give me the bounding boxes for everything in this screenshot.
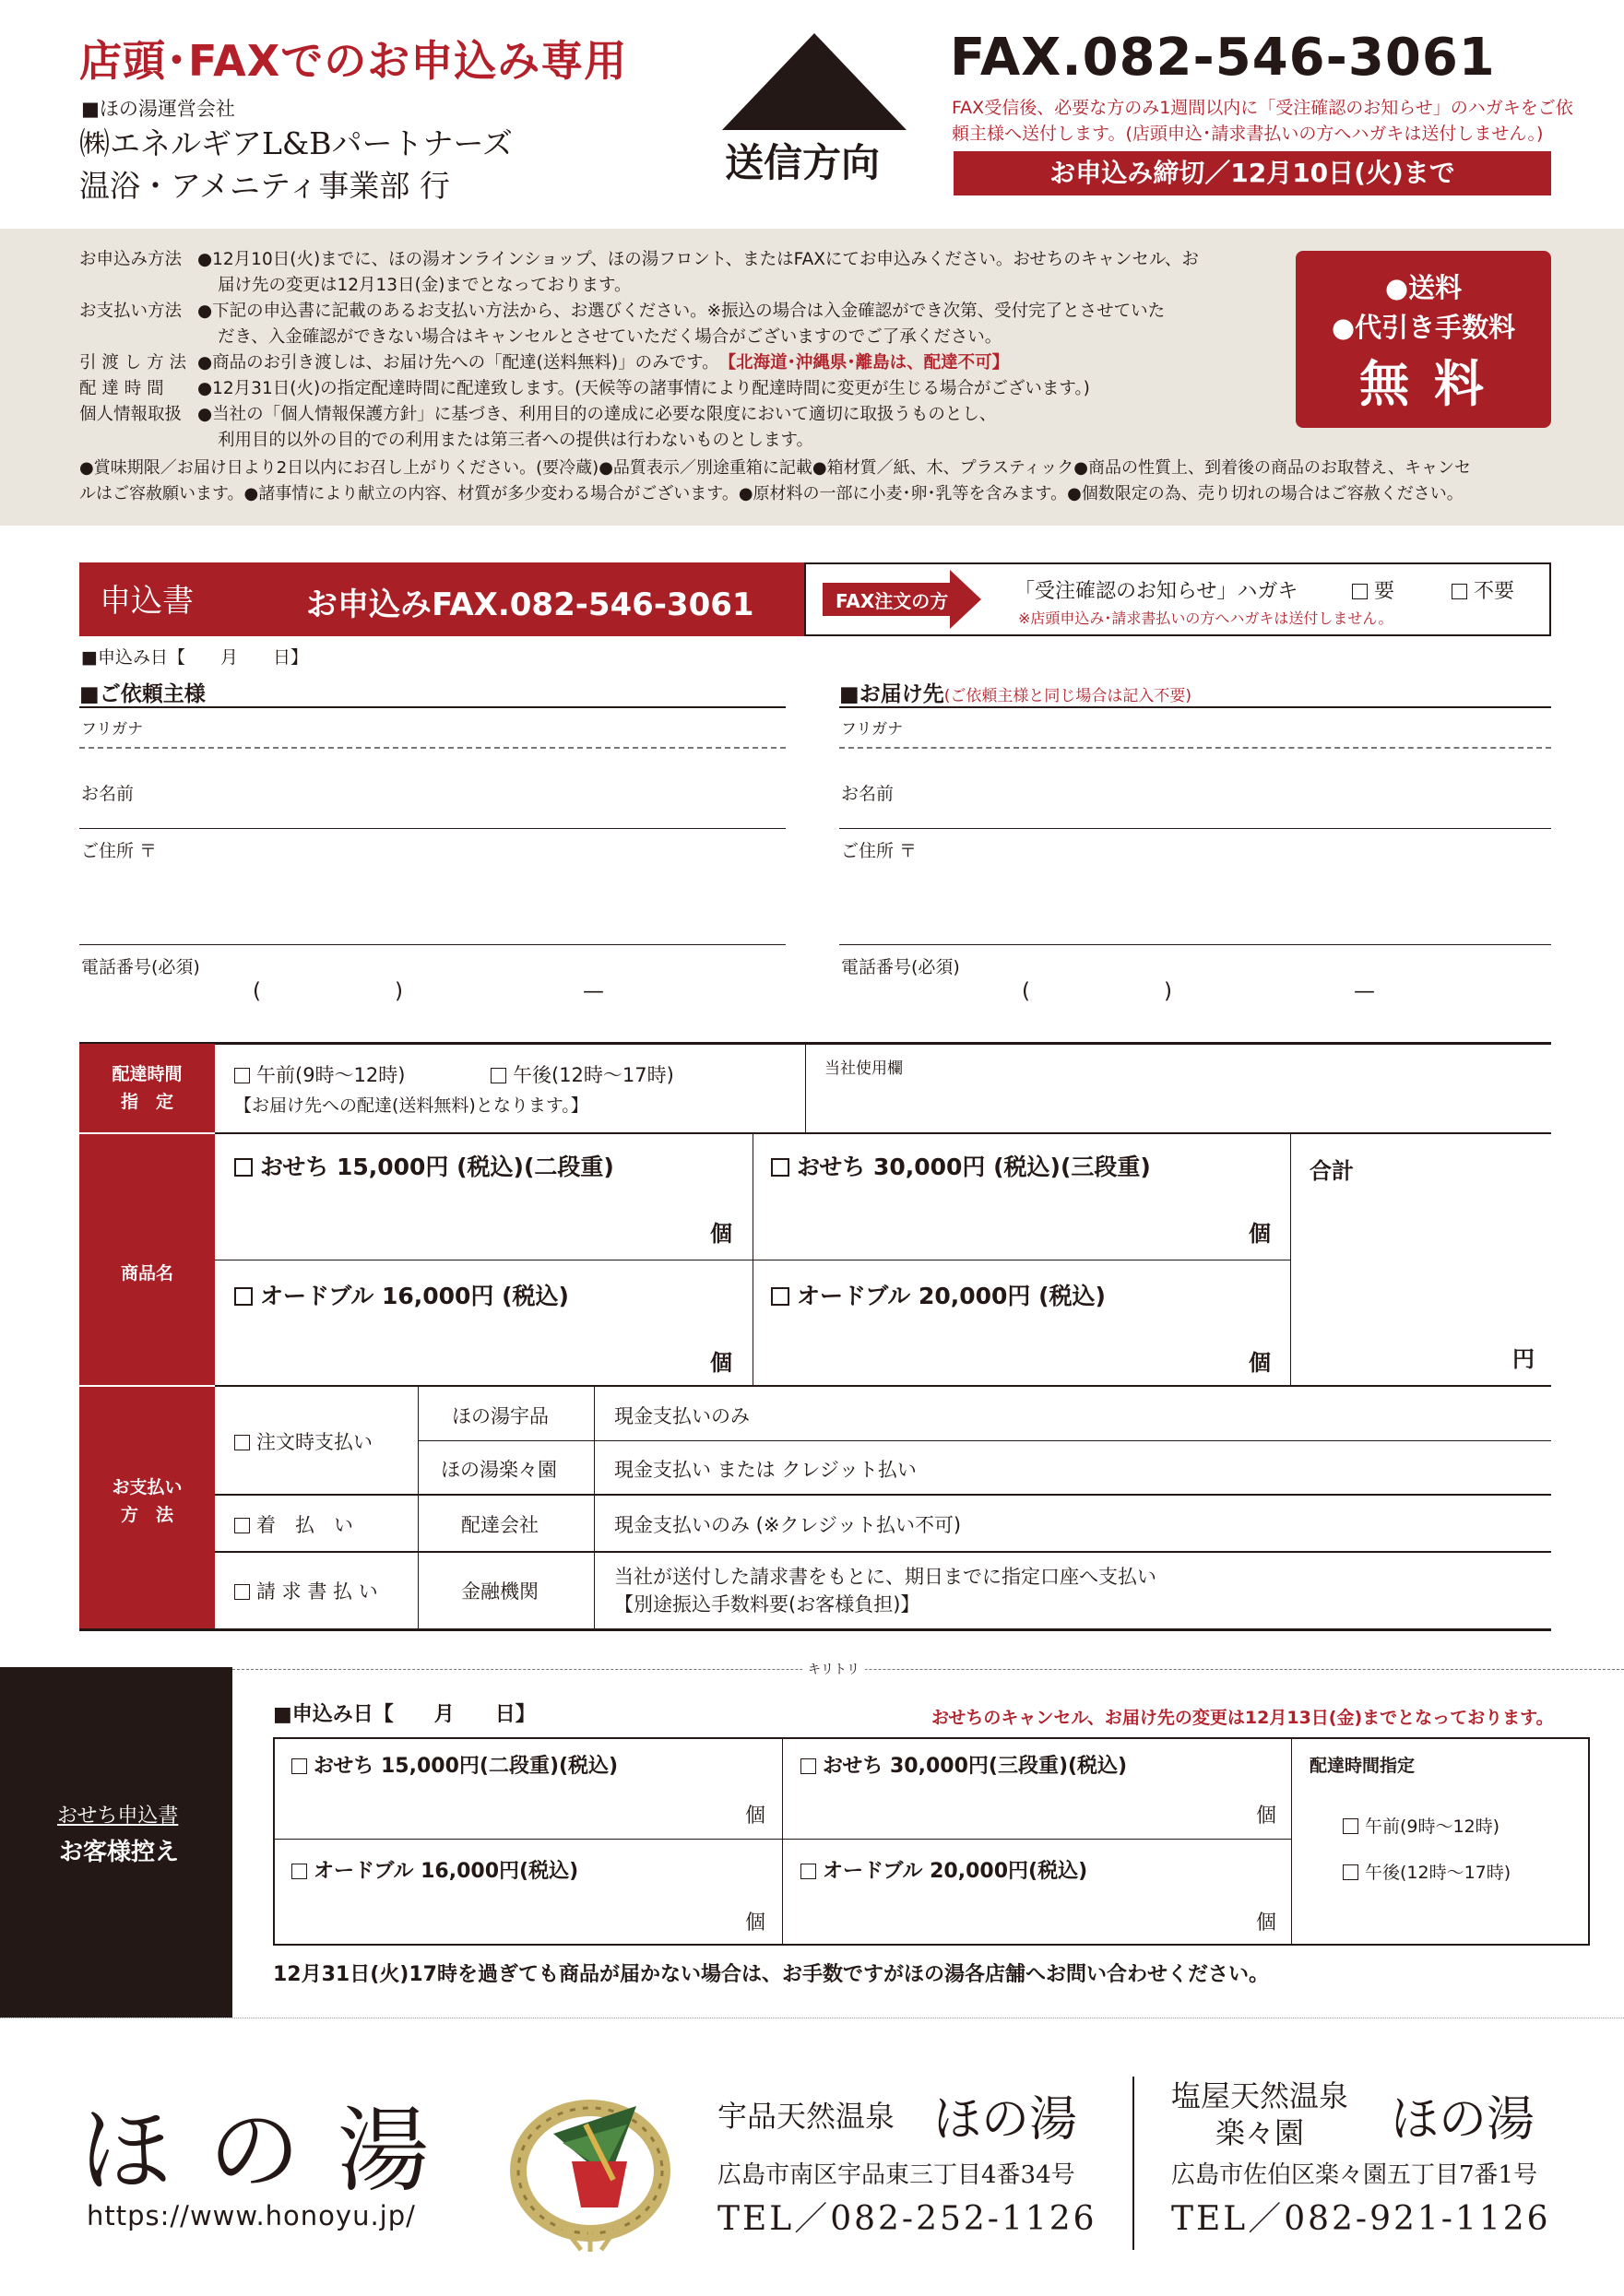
store1-area: 宇品天然温泉 <box>717 2099 895 2134</box>
cut-label: キリトリ <box>802 1660 865 1678</box>
deadline-banner: お申込み締切／12月10日(火)まで <box>954 151 1551 195</box>
checkbox[interactable] <box>291 1864 307 1879</box>
pay-invoice-checkbox[interactable] <box>234 1577 378 1604</box>
requester-furigana-label: フリガナ <box>81 720 144 739</box>
product-label: 商品名 <box>120 1263 173 1284</box>
pay-label: 注文時支払い <box>256 1431 373 1453</box>
postcard-note: ※店頭申込み･請求書払いの方へハガキは送付しません。 <box>1018 610 1393 627</box>
recipient-address-label: ご住所 〒 <box>841 841 918 861</box>
product-unit[interactable]: 個 <box>1249 1350 1271 1376</box>
recipient-phone-open: ( <box>1022 979 1030 1003</box>
info-label: お支払い方法 <box>79 302 183 321</box>
product-name: オードブル 20,000円(税込) <box>823 1860 1088 1883</box>
store1-name: ほの湯 <box>933 2092 1078 2148</box>
checkbox[interactable] <box>771 1287 789 1306</box>
method-3: 現金支払いのみ (※クレジット払い不可) <box>614 1514 962 1536</box>
info-text: ●商品のお引き渡しは、お届け先への「配達(送料無料)」のみです。 <box>197 353 719 373</box>
stub-label-1: おせち申込書 <box>57 1805 179 1828</box>
form-title-bar <box>79 562 804 636</box>
info-text: 利用目的以外の目的での利用または第三者への提供は行わないものとします。 <box>218 431 814 450</box>
product-name: オードブル 16,000円(税込) <box>314 1860 579 1883</box>
method-1: 現金支払いのみ <box>614 1405 750 1427</box>
divider <box>215 1494 1551 1496</box>
free-line-1: ●送料 <box>1384 272 1463 303</box>
free-badge <box>1296 251 1551 428</box>
pay-label: 着 払 い <box>256 1514 353 1536</box>
info-label <box>79 428 218 454</box>
stub-cancel-note: おせちのキャンセル、お届け先の変更は12月13日(金)までとなっております。 <box>931 1708 1554 1728</box>
checkbox[interactable] <box>1352 584 1368 599</box>
divider <box>215 1551 1551 1553</box>
fax-order-label: FAX注文の方 <box>836 590 949 612</box>
site-url[interactable]: https://www.honoyu.jp/ <box>87 2200 416 2231</box>
divider <box>215 1132 1551 1134</box>
recipient-phone-label: 電話番号(必須) <box>841 957 960 977</box>
logo: ほ の 湯 <box>79 2097 433 2205</box>
requester-heading: ■ご依頼主様 <box>79 682 206 706</box>
pm-label: 午後(12時～17時) <box>1365 1863 1511 1883</box>
recipient-title: ■お届け先 <box>839 682 944 706</box>
checkbox[interactable] <box>234 1287 253 1306</box>
requester-phone-label: 電話番号(必須) <box>81 957 200 977</box>
recipient-phone-dash[interactable]: — <box>1354 979 1375 1003</box>
info-list <box>79 247 1471 507</box>
fax-note-1: FAX受信後、必要な方のみ1週間以内に「受注確認のお知らせ」のハガキをご依 <box>952 98 1573 118</box>
recipient-heading <box>839 677 1191 707</box>
checkbox[interactable] <box>1452 584 1467 599</box>
checkbox[interactable] <box>800 1864 816 1879</box>
divider <box>1291 1737 1292 1946</box>
divider <box>79 706 786 708</box>
divider <box>594 1387 595 1628</box>
requester-address-label: ご住所 〒 <box>81 841 158 861</box>
department: 温浴・アメニティ事業部 行 <box>79 168 450 204</box>
recipient-furigana-field[interactable] <box>839 747 1551 749</box>
checkbox[interactable] <box>1343 1864 1358 1880</box>
shimenawa-decoration-icon <box>498 2069 682 2254</box>
product-name: おせち 30,000円 (税込)(三段重) <box>797 1154 1151 1180</box>
company-name: ㈱エネルギアL&Bパートナーズ <box>79 125 513 161</box>
product-name: おせち 15,000円 (税込)(二段重) <box>260 1154 614 1180</box>
stub-unit[interactable]: 個 <box>1256 1805 1277 1828</box>
checkbox[interactable] <box>234 1068 250 1083</box>
requester-furigana-field[interactable] <box>79 747 786 749</box>
checkbox[interactable] <box>234 1584 250 1600</box>
pay-cod-checkbox[interactable] <box>234 1510 353 1538</box>
notes-line-2: ルはご容赦願います。●諸事情により献立の内容、材質が多少変わる場合がございます。●原材料の一部に小麦･卵･乳等を含みます。●個数限定の為、売り切れの場合はご容赦ください。 <box>79 484 1464 503</box>
store2-address: 広島市佐伯区楽々園五丁目7番1号 <box>1171 2161 1538 2189</box>
recipient-phone-close: ) <box>1164 979 1172 1003</box>
method-4a: 当社が送付した請求書をもとに、期日までに指定口座へ支払い <box>614 1566 1156 1588</box>
send-direction: 送信方向 <box>725 140 881 185</box>
info-text: ●12月10日(火)までに、ほの湯オンラインショップ、ほの湯フロント、またはFAXにてお申込みください。おせちのキャンセル、お <box>197 250 1199 269</box>
time-label-1: 配達時間 <box>112 1064 183 1084</box>
delivery-warning: 【北海道･沖縄県･離島は、配達不可】 <box>718 353 1010 373</box>
notes-line-1: ●賞味期限／お届け日より2日以内にお召し上がりください。(要冷蔵)●品質表示／別途重箱に記載●箱材質／紙、木、プラスティック●商品の性質上、到着後の商品のお取替え、キャンセ <box>79 458 1472 478</box>
store2-area-2: 楽々園 <box>1215 2115 1305 2150</box>
fax-note-2: 頼主様へ送付します。(店頭申込･請求書払いの方へハガキは送付しません。) <box>952 124 1544 144</box>
stub-label-2: お客様控え <box>59 1839 180 1866</box>
divider <box>215 1385 1551 1387</box>
product-hors-16000[interactable] <box>234 1278 569 1311</box>
stub-time-label: 配達時間指定 <box>1310 1756 1416 1776</box>
requester-phone-close: ) <box>395 979 403 1003</box>
divider <box>782 1737 783 1946</box>
method-2: 現金支払い または クレジット払い <box>614 1459 917 1481</box>
requester-phone-open: ( <box>253 979 261 1003</box>
stub-am-checkbox[interactable] <box>1343 1813 1500 1838</box>
form-date[interactable]: ■申込み日【 月 日】 <box>81 647 308 668</box>
requester-address-field[interactable] <box>79 944 786 945</box>
total-yen[interactable]: 円 <box>1512 1346 1535 1372</box>
company-label: ■ほの湯運営会社 <box>81 98 235 120</box>
product-name: オードブル 16,000円 (税込) <box>260 1283 569 1309</box>
store2-tel[interactable]: TEL／082-921-1126 <box>1171 2200 1551 2238</box>
recipient-name-field[interactable] <box>839 828 1551 829</box>
product-unit[interactable]: 個 <box>710 1221 732 1247</box>
checkbox[interactable] <box>491 1068 506 1083</box>
pay-label: 請 求 書 払 い <box>256 1580 378 1603</box>
stub-hors-16000[interactable] <box>291 1855 578 1884</box>
form-fax: お申込みFAX.082-546-3061 <box>306 586 754 623</box>
send-direction-arrow-icon <box>722 33 907 130</box>
store1-address: 広島市南区宇品東三丁目4番34号 <box>717 2161 1075 2189</box>
header-title: 店頭･FAXでのお申込み専用 <box>79 36 628 86</box>
am-label: 午前(9時～12時) <box>1365 1817 1500 1837</box>
payment-label-1: お支払い <box>112 1477 183 1497</box>
info-text: 届け先の変更は12月13日(金)までとなっております。 <box>218 276 632 295</box>
checkbox[interactable] <box>771 1158 789 1177</box>
requester-name-label: お名前 <box>81 784 135 804</box>
store2-name: ほの湯 <box>1391 2092 1535 2148</box>
table-bottom-border <box>79 1628 1551 1631</box>
requester-name-field[interactable] <box>79 828 786 829</box>
checkbox[interactable] <box>234 1158 253 1177</box>
total-label: 合計 <box>1310 1158 1354 1184</box>
divider <box>418 1440 1551 1441</box>
cut-line <box>232 1669 1624 1670</box>
stub-unit[interactable]: 個 <box>1256 1911 1277 1935</box>
product-osechi-15000[interactable] <box>234 1149 614 1182</box>
requester-phone-dash[interactable]: — <box>583 979 604 1003</box>
info-label: 個人情報取扱 <box>79 405 183 424</box>
divider <box>418 1387 419 1628</box>
pm-label: 午後(12時～17時) <box>513 1064 674 1086</box>
divider <box>273 1839 1291 1840</box>
stub-osechi-15000[interactable] <box>291 1750 618 1779</box>
stub-unit[interactable]: 個 <box>745 1805 766 1828</box>
checkbox[interactable] <box>234 1518 250 1533</box>
postcard-need-checkbox[interactable] <box>1352 575 1394 604</box>
product-hors-20000[interactable] <box>771 1278 1106 1311</box>
info-text: ●12月31日(火)の指定配達時間に配達致します。(天候等の諸事情により配達時間に変更が生じる場合がございます。) <box>197 379 1090 398</box>
pm-checkbox[interactable] <box>491 1060 674 1088</box>
store1-tel[interactable]: TEL／082-252-1126 <box>717 2200 1097 2238</box>
store-ujina: ほの湯宇品 <box>452 1405 549 1427</box>
store-bank: 金融機関 <box>461 1580 539 1603</box>
info-text: ●下記の申込書に記載のあるお支払い方法から、お選びください。※振込の場合は入金確認ができ次第、受付完了とさせていた <box>197 302 1166 321</box>
form-title: 申込書 <box>100 583 194 620</box>
free-line-3: 無 料 <box>1359 355 1488 413</box>
stub-hors-20000[interactable] <box>800 1855 1087 1884</box>
checkbox[interactable] <box>1343 1818 1358 1834</box>
info-label <box>79 325 218 350</box>
office-use-label: 当社使用欄 <box>824 1059 903 1078</box>
divider <box>1290 1134 1291 1385</box>
noneed-label: 不要 <box>1474 580 1515 603</box>
fax-number: FAX.082-546-3061 <box>950 28 1496 88</box>
recipient-furigana-label: フリガナ <box>841 720 904 739</box>
footer-divider <box>1132 2077 1134 2250</box>
product-name: おせち 15,000円(二段重)(税込) <box>314 1755 619 1778</box>
store-rakurakuen: ほの湯楽々園 <box>441 1459 557 1481</box>
product-name: オードブル 20,000円 (税込) <box>797 1283 1106 1309</box>
pay-on-order-checkbox[interactable] <box>234 1427 373 1455</box>
stub-notice: 12月31日(火)17時を過ぎても商品が届かない場合は、お手数ですがほの湯各店舗へお問い合わせください。 <box>273 1963 1269 1986</box>
info-label <box>79 273 218 299</box>
divider <box>839 706 1551 708</box>
info-label: 引 渡 し 方 法 <box>79 353 187 373</box>
table-top-border <box>79 1042 1551 1045</box>
info-text: ●当社の「個人情報保護方針」に基づき、利用目的の達成に必要な限度において適切に取扱うものとし、 <box>197 405 997 424</box>
checkbox[interactable] <box>291 1758 307 1774</box>
stub-unit[interactable]: 個 <box>745 1911 766 1935</box>
free-line-2: ●代引き手数料 <box>1331 312 1516 343</box>
product-osechi-30000[interactable] <box>771 1149 1151 1182</box>
need-label: 要 <box>1374 580 1395 603</box>
method-4b: 【別途振込手数料要(お客様負担)】 <box>614 1593 920 1615</box>
payment-label-2: 方 法 <box>120 1505 173 1525</box>
product-unit[interactable]: 個 <box>710 1350 732 1376</box>
checkbox[interactable] <box>234 1435 250 1450</box>
recipient-address-field[interactable] <box>839 944 1551 945</box>
store-delivery: 配達会社 <box>461 1514 539 1536</box>
stub-pm-checkbox[interactable] <box>1343 1859 1511 1884</box>
info-text: だき、入金確認ができない場合はキャンセルとさせていただく場合がございますのでご了承ください。 <box>218 327 1002 347</box>
stub-date[interactable]: ■申込み日【 月 日】 <box>273 1703 536 1726</box>
am-checkbox[interactable] <box>234 1060 405 1088</box>
time-note: 【お届け先への配達(送料無料)となります。】 <box>234 1095 588 1116</box>
product-name: おせち 30,000円(三段重)(税込) <box>823 1755 1128 1778</box>
recipient-note: (ご依頼主様と同じ場合は記入不要) <box>943 687 1191 705</box>
stub-osechi-30000[interactable] <box>800 1750 1127 1779</box>
store2-area-1: 塩屋天然温泉 <box>1171 2078 1349 2113</box>
info-label: お申込み方法 <box>79 250 183 269</box>
postcard-label: 「受注確認のお知らせ」ハガキ <box>1014 580 1298 603</box>
time-label-2: 指 定 <box>120 1092 173 1112</box>
recipient-name-label: お名前 <box>841 784 895 804</box>
postcard-noneed-checkbox[interactable] <box>1452 575 1514 604</box>
info-label: 配 達 時 間 <box>79 379 164 398</box>
divider <box>805 1044 806 1132</box>
checkbox[interactable] <box>800 1758 816 1774</box>
am-label: 午前(9時～12時) <box>256 1064 406 1086</box>
product-unit[interactable]: 個 <box>1249 1221 1271 1247</box>
